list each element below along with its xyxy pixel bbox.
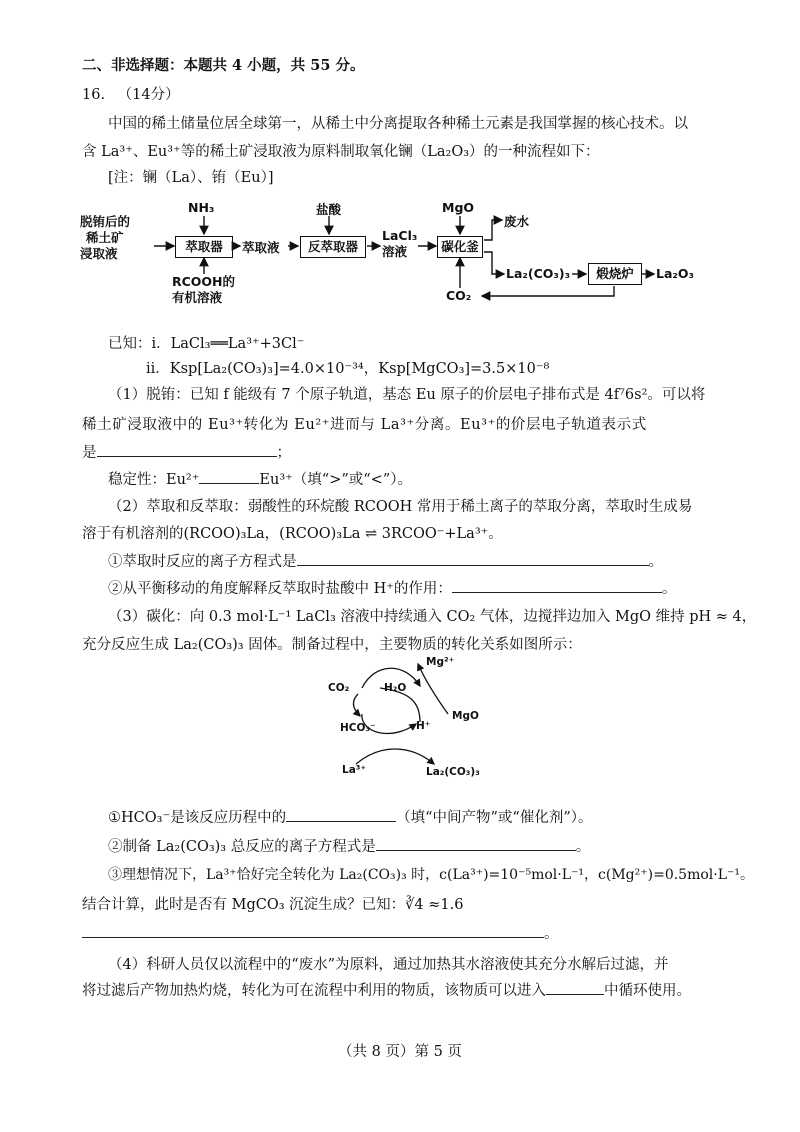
cycle-h2o: H₂O — [384, 682, 407, 694]
known-ii: ii．Ksp[La₂(CO₃)₃]=4.0×10⁻³⁴，Ksp[MgCO₃]=3.5×10⁻⁸ — [146, 361, 550, 377]
part2-q1-prefix: ①萃取时反应的离子方程式是 — [108, 554, 297, 570]
known-i-text: i．LaCl₃══La³⁺+3Cl⁻ — [151, 336, 305, 352]
hcl-label: 盐酸 — [316, 202, 342, 217]
cycle-h: H⁺ — [416, 720, 431, 732]
furnace-box: 煅烧炉 — [588, 263, 642, 285]
part3-q1-prefix: ①HCO₃⁻是该反应历程中的 — [108, 810, 287, 826]
question-header — [82, 83, 180, 104]
part1-line3-prefix: 是 — [82, 445, 97, 461]
part1-line4-suffix: Eu³⁺（填“>”或“<”）。 — [259, 472, 412, 488]
waste-water-label: 废水 — [504, 214, 530, 229]
part2-q1-suffix: 。 — [648, 554, 663, 570]
part3-q3-line-1: ③理想情况下，La³⁺恰好完全转化为 La₂(CO₃)₃ 时，c(La³⁺)=10⁻⁵mol·L⁻¹，c(Mg²⁺)=0.5mol·L⁻¹。 — [108, 867, 755, 883]
cycle-co2: CO₂ — [328, 682, 350, 694]
part1-line-1: （1）脱铕：已知 f 能级有 7 个原子轨道，基态 Eu 原子的价层电子排布式是 4f⁷6s²。可以将 — [108, 387, 706, 403]
part2-q2 — [108, 577, 676, 598]
question-number: 16. — [82, 87, 106, 103]
rcooh-label-line: 有机溶液 — [172, 290, 223, 305]
part3-q2-suffix: 。 — [575, 839, 591, 855]
extractor-box: 萃取器 — [175, 236, 233, 258]
feed-label — [80, 214, 130, 262]
cycle-mg2: Mg²⁺ — [426, 656, 455, 668]
page-footer: （共 8 页）第 5 页 — [338, 1044, 462, 1060]
cycle-la2co33: La₂(CO₃)₃ — [426, 766, 480, 778]
part1-line-3 — [82, 441, 291, 462]
part3-q3-line-2: 结合计算，此时是否有 MgCO₃ 沉淀生成？已知：∛4 ≈1.6 — [82, 897, 464, 913]
answer-blank-stability[interactable] — [199, 469, 259, 484]
intro-line-1: 中国的稀土储量位居全球第一，从稀土中分离提取各种稀土元素是我国掌握的核心技术。以 — [108, 116, 688, 132]
part3-q3-answer — [82, 922, 559, 943]
answer-blank-orbital[interactable] — [97, 442, 277, 457]
part4-line2-suffix: 中循环使用。 — [604, 983, 691, 999]
co2-label: CO₂ — [446, 288, 472, 303]
part3-q1-suffix: （填“中间产物”或“催化剂”）。 — [396, 810, 593, 826]
lacl3-label-line: LaCl₃ — [382, 228, 418, 243]
rcooh-label — [172, 274, 235, 306]
part3-line-1: （3）碳化：向 0.3 mol·L⁻¹ LaCl₃ 溶液中持续通入 CO₂ 气体，边搅拌边加入 MgO 维持 pH ≈ 4， — [108, 609, 757, 625]
part3-q3-end: 。 — [544, 926, 559, 942]
lacl3-label — [382, 228, 417, 260]
intro-note: [注：镧（La）、铕（Eu）] — [108, 170, 274, 186]
part2-line-1: （2）萃取和反萃取：弱酸性的环烷酸 RCOOH 常用于稀土离子的萃取分离，萃取时生成易 — [108, 499, 693, 515]
feed-label-line: 浸取液 — [80, 246, 118, 261]
cycle-mgo: MgO — [452, 710, 479, 722]
answer-blank-mgco3[interactable] — [82, 923, 544, 938]
answer-blank-h-role[interactable] — [452, 578, 662, 593]
known-label: 已知： — [108, 336, 152, 352]
la2o3-label: La₂O₃ — [656, 266, 694, 281]
answer-blank-extraction-equation[interactable] — [297, 551, 649, 566]
question-score: （14分） — [117, 87, 180, 103]
part1-line-4 — [108, 468, 412, 489]
back-extractor-box: 反萃取器 — [300, 236, 366, 258]
part2-q2-suffix: 。 — [661, 581, 677, 597]
carbonization-box: 碳化釜 — [437, 236, 483, 258]
intro-line-2: 含 La³⁺、Eu³⁺等的稀土矿浸取液为原料制取氧化镧（La₂O₃）的一种流程如下： — [82, 144, 600, 160]
answer-blank-total-equation[interactable] — [376, 836, 576, 851]
mgo-label: MgO — [442, 200, 475, 215]
la2co33-label: La₂(CO₃)₃ — [506, 266, 571, 281]
conversion-cycle-diagram — [320, 652, 500, 782]
part3-q1 — [108, 806, 593, 827]
part1-line3-suffix: ； — [276, 445, 291, 461]
part3-q2 — [108, 835, 590, 856]
part4-line-2 — [82, 979, 691, 1000]
rcooh-label-line: RCOOH的 — [172, 274, 236, 289]
part1-line4-prefix: 稳定性：Eu²⁺ — [108, 472, 200, 488]
feed-label-line: 稀土矿 — [86, 230, 124, 245]
feed-label-line: 脱铕后的 — [80, 214, 131, 229]
answer-blank-hco3-role[interactable] — [286, 807, 396, 822]
part4-line2-prefix: 将过滤后产物加热灼烧，转化为可在流程中利用的物质，该物质可以进入 — [82, 983, 546, 999]
part4-line-1: （4）科研人员仅以流程中的“废水”为原料，通过加热其水溶液使其充分水解后过滤，并 — [108, 957, 669, 973]
part1-line-2: 稀土矿浸取液中的 Eu³⁺转化为 Eu²⁺进而与 La³⁺分离。Eu³⁺的价层电子轨道表示式 — [82, 417, 647, 433]
extract-liquid-label: 萃取液 — [242, 240, 280, 255]
lacl3-label-line: 溶液 — [382, 244, 408, 259]
part3-q2-prefix: ②制备 La₂(CO₃)₃ 总反应的离子方程式是 — [108, 839, 376, 855]
answer-blank-recycle[interactable] — [546, 980, 604, 995]
section-title: 二、非选择题：本题共 4 小题，共 55 分。 — [82, 57, 365, 74]
part2-line-2: 溶于有机溶剂的(RCOO)₃La，(RCOO)₃La ⇌ 3RCOO⁻+La³⁺。 — [82, 526, 503, 542]
cycle-hco3: HCO₃⁻ — [340, 722, 376, 734]
process-flowchart — [80, 196, 720, 310]
part2-q2-prefix: ②从平衡移动的角度解释反萃取时盐酸中 H⁺的作用： — [108, 581, 452, 597]
known-i — [108, 332, 304, 353]
part2-q1 — [108, 550, 663, 571]
part3-line-2: 充分反应生成 La₂(CO₃)₃ 固体。制备过程中，主要物质的转化关系如图所示： — [82, 637, 582, 653]
nh3-label: NH₃ — [188, 200, 215, 215]
cycle-la3: La³⁺ — [342, 764, 366, 776]
